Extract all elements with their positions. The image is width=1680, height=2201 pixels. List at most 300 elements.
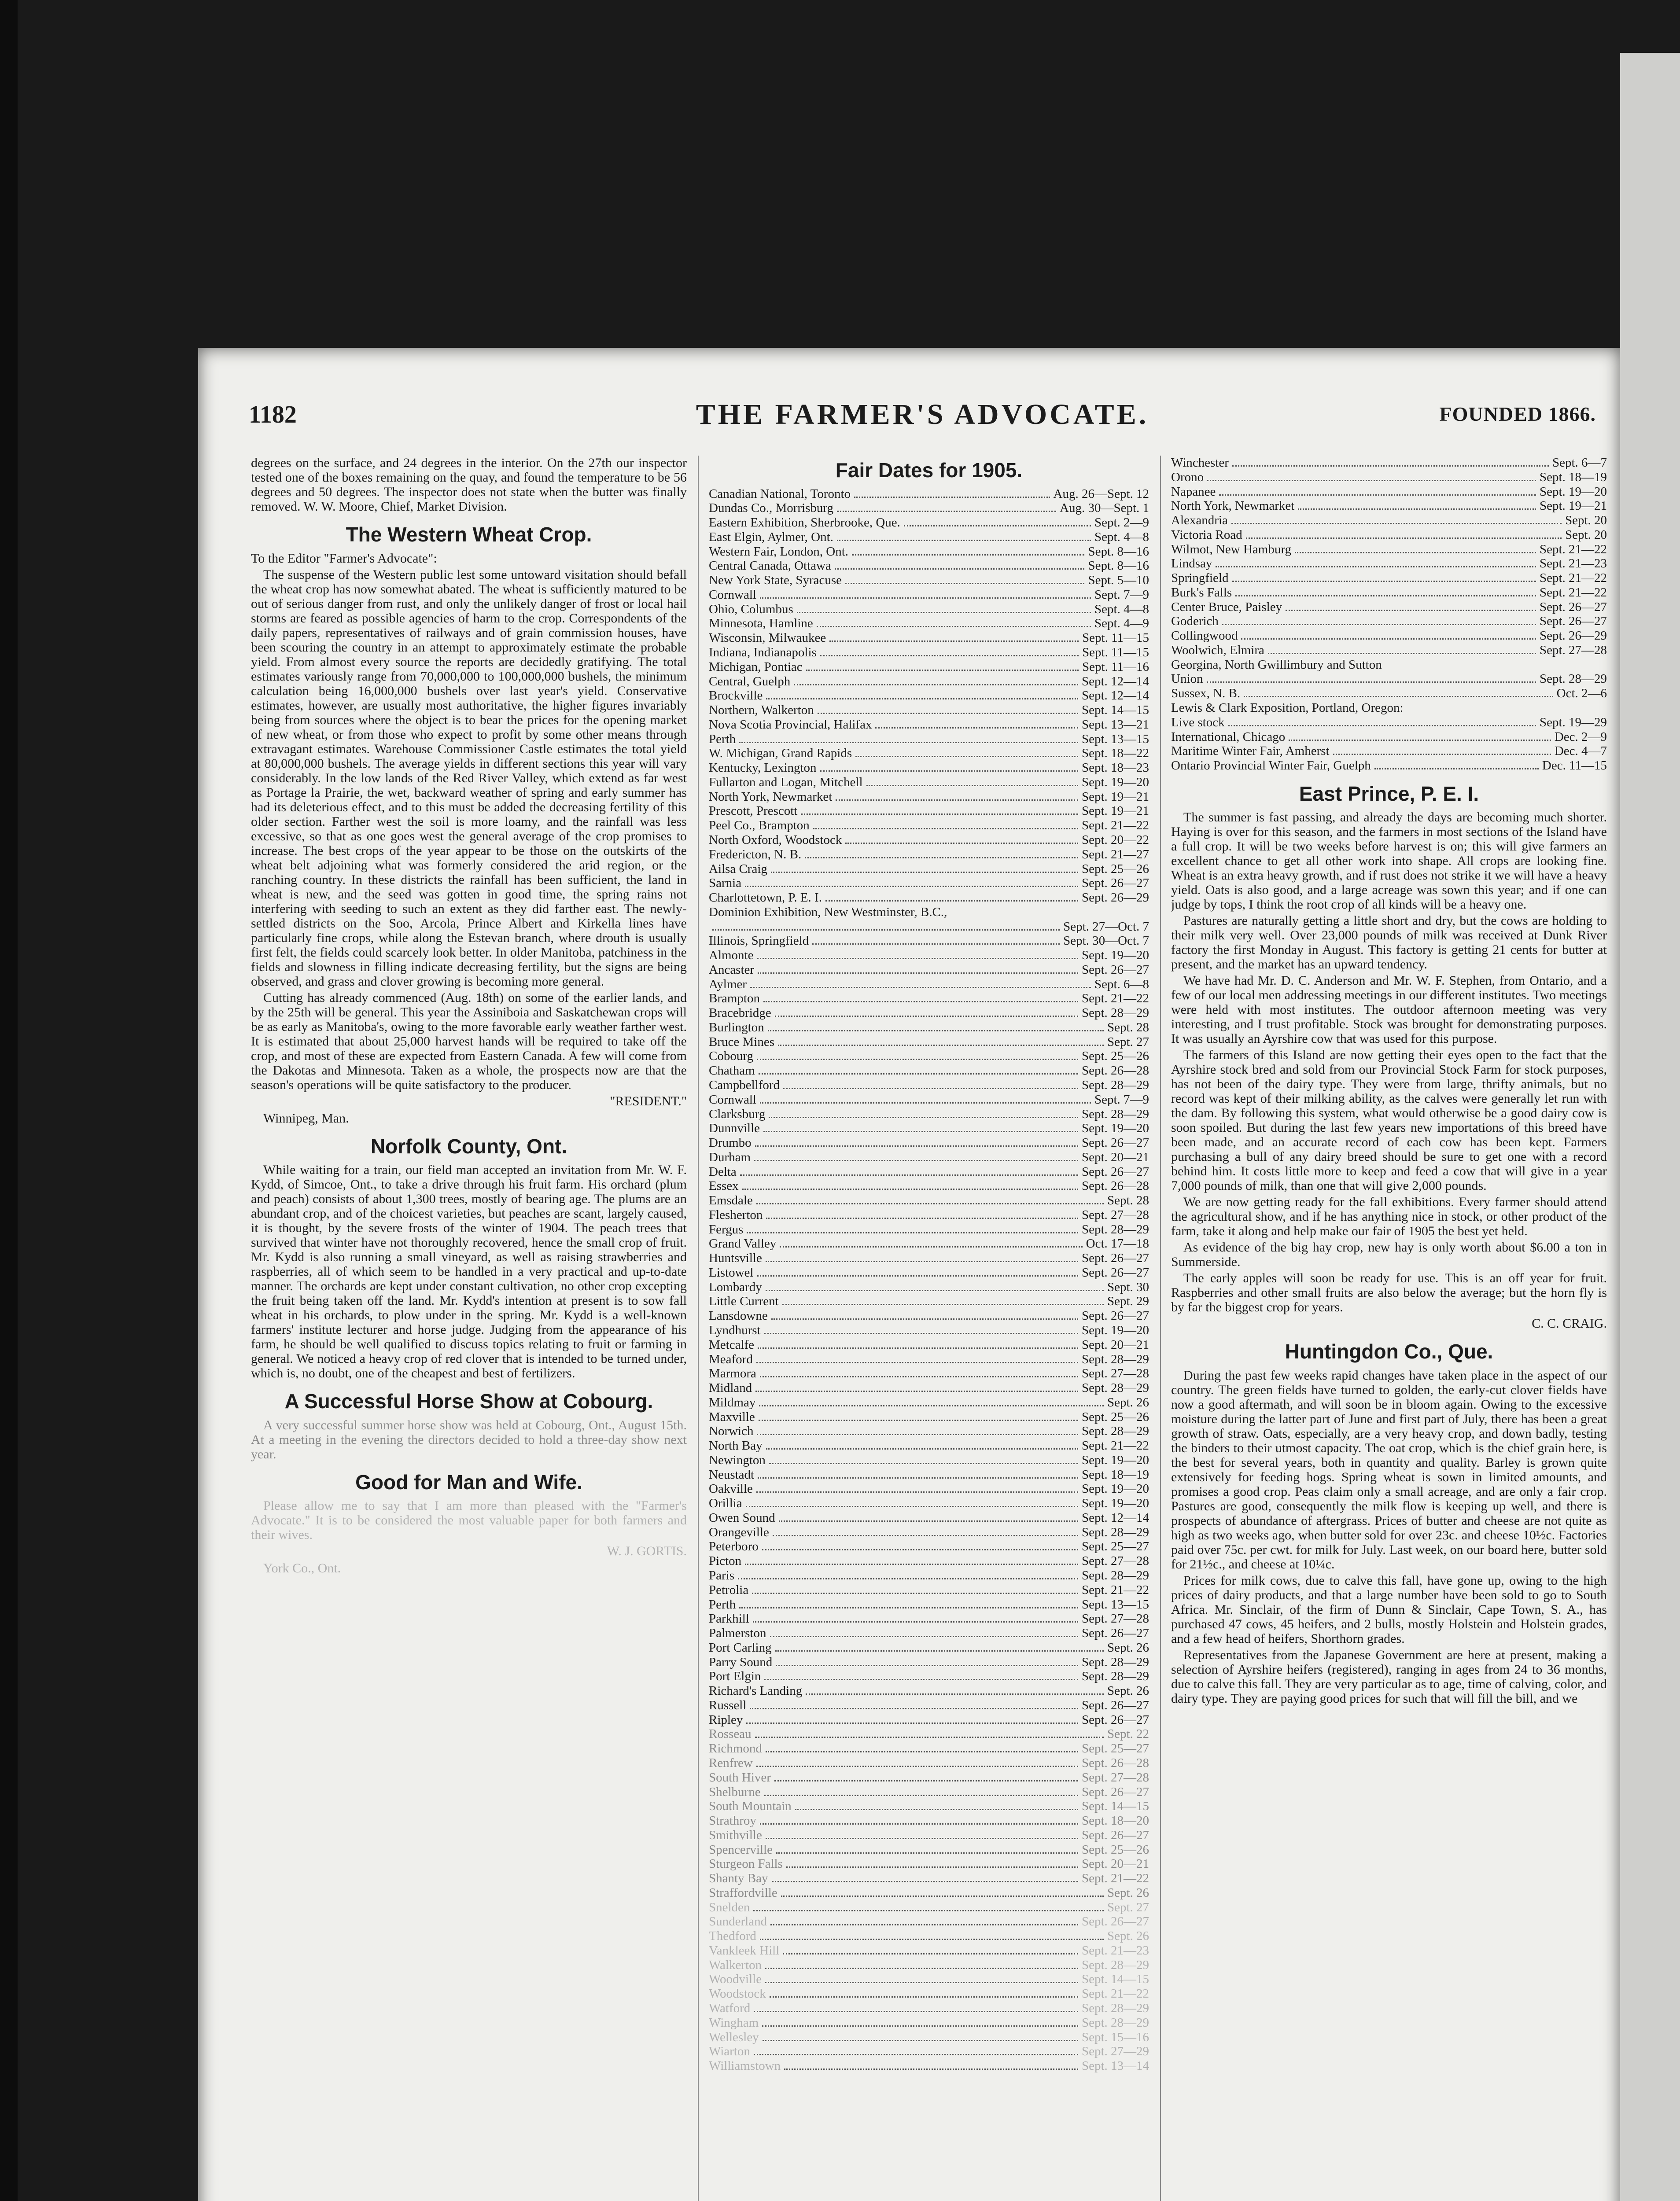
fair-date-row: [1171, 672, 1607, 686]
fair-date-row: [709, 2030, 1149, 2045]
leader-dots: [712, 929, 1060, 931]
leader-dots: [1222, 623, 1536, 625]
fair-date-row: [709, 1713, 1149, 1727]
fair-date: Sept. 26—27: [1081, 1164, 1149, 1179]
fair-date: Sept. 6—7: [1552, 456, 1607, 470]
article-paragraph: The summer is fast passing, and already the days are becoming much shorter. Haying is over for this season, and the farmers in most sections of the Island have a full crop. It will be two weeks before harvest is on; this will give farmers an excellent chance to get all other work into shape. All crops are looking fine. Wheat is an extra heavy growth, and if rust does not strike it we will have a heavy yield. Oats is also good, and a large acreage was sown this year; and if one can judge by tops, I think the root crop of all kinds will be a heavy one.: [1171, 810, 1607, 912]
fair-date: Sept. 26—27: [1081, 962, 1149, 977]
leader-dots: [766, 698, 1078, 699]
fair-name: Cornwall: [709, 587, 756, 602]
fair-date-row: [709, 1525, 1149, 1540]
fair-date: Sept. 26: [1107, 1885, 1149, 1900]
fair-date: Sept. 26—29: [1539, 629, 1607, 643]
fair-name: Durham: [709, 1150, 751, 1164]
fair-name: Goderich: [1171, 614, 1219, 629]
fair-date: Sept. 14—15: [1081, 703, 1149, 718]
fair-date: Sept. 26—27: [1081, 1828, 1149, 1842]
fair-name: Owen Sound: [709, 1510, 775, 1525]
fair-name: Straffordville: [709, 1885, 777, 1900]
masthead-title: THE FARMER'S ADVOCATE.: [696, 398, 1149, 431]
fair-name: International, Chicago: [1171, 729, 1286, 744]
leader-dots: [770, 1635, 1078, 1637]
fair-date-row: [709, 1669, 1149, 1684]
fair-date-row: [709, 1410, 1149, 1424]
leader-dots: [764, 1794, 1078, 1796]
fair-name: Bracebridge: [709, 1006, 771, 1020]
fair-name: Lindsay: [1171, 556, 1212, 571]
fair-date-row: [709, 487, 1149, 501]
fair-date-row: [709, 891, 1149, 905]
fair-name: Drumbo: [709, 1136, 752, 1150]
leader-dots: [752, 1592, 1078, 1594]
fair-name: Sussex, N. B.: [1171, 686, 1241, 701]
fair-date: Sept. 26: [1107, 1395, 1149, 1410]
leader-dots: [745, 885, 1078, 887]
leader-dots: [755, 1736, 1104, 1738]
fair-date: Sept. 29: [1107, 1294, 1149, 1309]
leader-dots: [784, 2068, 1078, 2070]
fair-date: Sept. 19—20: [1081, 1323, 1149, 1337]
fair-date-row: [709, 588, 1149, 602]
article-paragraph: Cutting has already commenced (Aug. 18th) on some of the earlier lands, and by the 25th will be general. This year the Assiniboia and Saskatchewan crops will be as early as Manitoba's, owing to the more favorable early weather farther west. It is estimated that about 25,000 harvest hands will be required to take off the crop, and most of these are expected from Eastern Canada. A few will come from the Dakotas and Minnesota. Taken as a whole, the prospects now are that the season's operations will be quite satisfactory to the producer.: [251, 990, 687, 1092]
fair-name: Napanee: [1171, 484, 1216, 499]
fair-date: Aug. 26—Sept. 12: [1053, 486, 1149, 501]
fair-date-row: [709, 2001, 1149, 2016]
fair-date-row: [709, 688, 1149, 703]
leader-dots: [774, 1780, 1078, 1781]
fair-date: Sept. 11—16: [1082, 659, 1149, 674]
article-paragraph: The suspense of the Western public lest some untoward visitation should befall the wheat crop has now somewhat abated. The wheat is sufficiently matured to be out of serious danger from rust, and only the unlikely danger of frost or local hail storms are feared as possible agencies of harm to the crop. Correspondents of the daily papers, representatives of railways and of grain commission houses, have been scouring the country in an attempt to approximately estimate the probable yield. From almost every source the reports are decidedly gratifying. The total estimates variously range from 70,000,000 to 100,000,000 bushels, the minimum calculation being 16,000,000 bushels over last year's yield. Conservative estimates, however, are usually most authoritative, the higher figures invariably being from sources where the object is to bear the prices for the opening market of new wheat, or from those who expect to profit by some other means through extravagant estimates. Warehouse Commissioner Castle estimates the total yield at 80,000,000 bushels. The average yields in different sections this year will vary considerably. In the low lands of the Red River Valley, which extend as far west as Portage la Prairie, the wet, backward weather of spring and early summer has had its deleterious effect, and to this must be added the decreasing fertility of this older section. Farther west the soil is more loamy, and the rainfall was less excessive, so that as one goes west the general average of the crop promises to increase. The best crops of the year appear to be those on the outskirts of the wheat belt adjoining what was formerly considered the arid region, or the ranching country. In these districts the rainfall has been sufficient, the land in wheat is new, and the seed was gotten in good time, the spring rains not interfering with seeding to such an extent as they did farther east. The newly-settled districts on the Soo, Arcola, Prince Albert and Kirkella lines have particularly fine crops, while along the Estevan branch, where drouth is usually first felt, the fields could scarcely look better. In older Manitoba, patchiness in the fields and slowness in filling indicate decreasing fertility, but the signs are being observed, and grass and clover growing is becoming more general.: [251, 567, 687, 989]
fair-date-row: [709, 876, 1149, 891]
article-paragraph: degrees on the surface, and 24 degrees in the interior. On the 27th our inspector tested one of the boxes remaining on the quay, and found the temperature to be 56 degrees and 50 degrees. The inspector does not state when the butter was finally removed. W. W. Moore, Chief, Market Division.: [251, 456, 687, 514]
fair-date: Sept. 13—15: [1081, 732, 1149, 746]
fair-name: Ohio, Columbus: [709, 602, 793, 616]
leader-dots: [745, 1563, 1078, 1565]
article-paragraph: Please allow me to say that I am more than pleased with the "Farmer's Advocate." It is to be considered the most valuable paper for both farmers and their wives.: [251, 1498, 687, 1542]
fair-name: Collingwood: [1171, 629, 1238, 643]
fair-name: Burlington: [709, 1020, 764, 1034]
leader-dots: [1232, 465, 1549, 467]
article-paragraph: A very successful summer horse show was held at Cobourg, Ont., August 15th. At a meeting in the evening the directors decided to hold a three-day show next year.: [251, 1417, 687, 1461]
leader-dots: [781, 1895, 1104, 1897]
leader-dots: [829, 640, 1079, 642]
fair-date: Sept. 4—8: [1094, 530, 1149, 544]
leader-dots: [750, 986, 1091, 988]
fair-name: Dundas Co., Morrisburg: [709, 501, 834, 515]
fair-name: East Elgin, Aylmer, Ont.: [709, 530, 833, 544]
column-1: [251, 456, 687, 2201]
fair-date-row: [709, 1554, 1149, 1568]
fair-date-row: [709, 833, 1149, 847]
leader-dots: [801, 813, 1078, 815]
leader-dots: [817, 626, 1091, 627]
fair-date: Sept. 15—16: [1081, 2030, 1149, 2044]
article-paragraph: Pastures are naturally getting a little short and dry, but the cows are holding to their milk very well. Over 23,000 pounds of milk was received at Dunk River factory the first Monday in August. This factory is getting 21 cents for butter at present, and the market has an upward tendency.: [1171, 913, 1607, 972]
fair-date-row: [1171, 470, 1607, 485]
fair-date: Sept. 19—20: [1081, 1121, 1149, 1136]
fair-name: Parry Sound: [709, 1655, 773, 1669]
fair-name: Spencerville: [709, 1842, 773, 1857]
fair-name: Listowel: [709, 1265, 754, 1280]
article-signature: C. C. CRAIG.: [1532, 1316, 1607, 1331]
fair-date: Sept. 21—27: [1081, 847, 1149, 861]
fair-date-row: [709, 1741, 1149, 1756]
fair-name: Live stock: [1171, 715, 1225, 729]
fair-date-row: [709, 1727, 1149, 1741]
fair-date-row: [709, 1121, 1149, 1136]
fair-name: Woodstock: [709, 1987, 766, 2001]
fair-name: Rosseau: [709, 1727, 752, 1741]
fair-date: Sept. 25—26: [1081, 1410, 1149, 1424]
fair-date: Sept. 12—14: [1081, 1510, 1149, 1525]
fair-date-row: [709, 660, 1149, 674]
fair-date-row: [709, 1078, 1149, 1093]
fair-date: Sept. 26—29: [1081, 891, 1149, 905]
article-title: A Successful Horse Show at Cobourg.: [284, 1390, 653, 1413]
fair-name: Clarksburg: [709, 1107, 766, 1121]
fair-date: Sept. 25—27: [1081, 1539, 1149, 1554]
leader-dots: [806, 1693, 1104, 1695]
article-place: Winnipeg, Man.: [263, 1111, 349, 1126]
fair-date: Sept. 26—28: [1081, 1064, 1149, 1078]
fair-date: Sept. 28—29: [1081, 1352, 1149, 1366]
leader-dots: [780, 1246, 1082, 1248]
leader-dots: [776, 1664, 1078, 1666]
fair-name: Mildmay: [709, 1395, 756, 1410]
fair-name: Marmora: [709, 1366, 756, 1381]
leader-dots: [753, 1621, 1078, 1623]
fair-date-row: [709, 1006, 1149, 1020]
article-paragraph: As evidence of the big hay crop, new hay is only worth about $6.00 a ton in Summerside.: [1171, 1240, 1607, 1270]
fair-date: Sept. 28—29: [1081, 2001, 1149, 2015]
fair-date-row: [709, 1943, 1149, 1958]
leader-dots: [764, 1678, 1078, 1680]
article-paragraph: Prices for milk cows, due to calve this fall, have gone up, owing to the high prices of dairy products, and that a large number have been sold to go to South Africa. Mr. Sinclair, of the firm of Dunn & Sinclair, Cape Town, S. A., has purchased 47 cows, 45 heifers, and 2 bulls, mostly Holstein and Holstein grades, and a few head of heifers, Shorthorn grades.: [1171, 1573, 1607, 1646]
fair-name: Paris: [709, 1568, 734, 1583]
fair-date: Sept. 26—27: [1081, 876, 1149, 891]
fair-name: Port Elgin: [709, 1669, 761, 1684]
fair-name: Wellesley: [709, 2030, 759, 2044]
fair-date-row: [709, 732, 1149, 747]
fair-date: Aug. 30—Sept. 1: [1060, 501, 1149, 515]
leader-dots: [757, 957, 1078, 959]
leader-dots: [747, 1232, 1078, 1233]
fair-date-row: [709, 1568, 1149, 1583]
fair-name: Lewis & Clark Exposition, Portland, Oregon:: [1171, 701, 1404, 715]
fair-date: Sept. 28—29: [1081, 1107, 1149, 1121]
fair-date-row: [709, 530, 1149, 545]
leader-dots: [776, 1852, 1078, 1854]
fair-name: Walkerton: [709, 1958, 762, 1972]
fair-date-row: [1171, 528, 1607, 542]
fair-date: Sept. 27: [1107, 1034, 1149, 1049]
leader-dots: [756, 1203, 1104, 1204]
fair-date: Sept. 21—22: [1539, 585, 1607, 600]
fair-date-row: [1171, 658, 1607, 672]
leader-dots: [739, 1607, 1078, 1608]
fair-date-row: [709, 501, 1149, 515]
leader-dots: [742, 1188, 1078, 1190]
fair-date-row: [709, 948, 1149, 963]
fair-date: Sept. 19—21: [1081, 804, 1149, 818]
fair-name: Sunderland: [709, 1914, 767, 1929]
fair-name: Lombardy: [709, 1280, 762, 1294]
fair-date: Sept. 4—8: [1094, 602, 1149, 616]
fair-name: Burk's Falls: [1171, 585, 1232, 600]
fair-date-row: [709, 934, 1149, 948]
fair-date: Sept. 18—19: [1539, 470, 1607, 484]
fair-name: Center Bruce, Paisley: [1171, 600, 1282, 614]
fair-date: Sept. 30: [1107, 1280, 1149, 1294]
fair-date-row: [709, 862, 1149, 876]
fair-name: South Mountain: [709, 1799, 792, 1814]
scan-background-top: [0, 0, 1680, 348]
leader-dots: [806, 669, 1079, 671]
leader-dots: [762, 2025, 1078, 2027]
leader-dots: [766, 1448, 1078, 1450]
fair-date: Sept. 13—15: [1081, 1597, 1149, 1612]
fair-name: Metcalfe: [709, 1337, 755, 1352]
fair-name: Orono: [1171, 470, 1204, 484]
fair-date-row: [709, 761, 1149, 775]
leader-dots: [845, 582, 1084, 584]
fair-date-row: [709, 1237, 1149, 1251]
fair-date: Sept. 27—29: [1081, 2044, 1149, 2059]
fair-date-row: [709, 1251, 1149, 1266]
leader-dots: [1374, 768, 1539, 769]
leader-dots: [1244, 696, 1553, 697]
fair-name: Wilmot, New Hamburg: [1171, 542, 1291, 556]
fair-date: Sept. 19—20: [1081, 1453, 1149, 1467]
fair-name: Union: [1171, 672, 1203, 686]
fair-date: Sept. 21—22: [1081, 1871, 1149, 1886]
fair-name: Meaford: [709, 1352, 753, 1366]
fair-date: Sept. 28—29: [1081, 1222, 1149, 1237]
fair-date-row: [709, 1280, 1149, 1295]
fair-date: Sept. 7—9: [1094, 587, 1149, 602]
fair-date-row: [709, 1366, 1149, 1381]
fair-date-row: [709, 1266, 1149, 1280]
fair-date: Sept. 14—15: [1081, 1799, 1149, 1814]
fair-date: Sept. 12—14: [1081, 674, 1149, 688]
fair-name: Maxville: [709, 1410, 755, 1424]
fair-dates-list: [709, 487, 1149, 2073]
fair-date: Sept. 14—15: [1081, 1972, 1149, 1987]
fair-date-row: [709, 775, 1149, 790]
fair-date: Sept. 28—29: [1081, 1424, 1149, 1439]
fair-date: Sept. 2—9: [1094, 515, 1149, 530]
fair-name: Georgina, North Gwillimbury and Sutton: [1171, 657, 1382, 672]
fair-date: Sept. 27—Oct. 7: [1063, 919, 1149, 934]
leader-dots: [855, 755, 1078, 757]
leader-dots: [756, 1362, 1078, 1363]
article-signature: W. J. GORTIS.: [607, 1544, 687, 1559]
leader-dots: [758, 1477, 1078, 1479]
fair-date-row: [709, 1843, 1149, 1857]
fair-date: Sept. 18—23: [1081, 761, 1149, 775]
leader-dots: [756, 1765, 1078, 1767]
leader-dots: [757, 1275, 1078, 1277]
fair-date-row: [709, 1323, 1149, 1338]
fair-date-row: [709, 977, 1149, 992]
fair-date: Sept. 4—9: [1094, 616, 1149, 631]
fair-date-row: [709, 1496, 1149, 1511]
fair-name: Peterboro: [709, 1539, 759, 1554]
leader-dots: [783, 1087, 1078, 1089]
fair-date: Sept. 18—19: [1081, 1467, 1149, 1482]
leader-dots: [1231, 523, 1562, 524]
fair-name: Central Canada, Ottawa: [709, 559, 831, 573]
leader-dots: [875, 727, 1078, 729]
fair-name: Dominion Exhibition, New Westminster, B.C.,: [709, 905, 947, 919]
fair-name: Peel Co., Brampton: [709, 818, 810, 833]
fair-date: Sept. 13—21: [1081, 717, 1149, 732]
fair-date-row: [709, 515, 1149, 530]
fair-date: Sept. 28—29: [1081, 2015, 1149, 2030]
leader-dots: [1246, 537, 1562, 539]
fair-name: Woodville: [709, 1972, 762, 1987]
leader-dots: [1207, 479, 1536, 481]
fair-date: Oct. 2—6: [1556, 686, 1607, 701]
fair-date: Sept. 20: [1565, 527, 1607, 542]
leader-dots: [1232, 580, 1536, 582]
fair-date: Sept. 26—27: [1081, 1265, 1149, 1280]
fair-date: Sept. 19—20: [1081, 948, 1149, 963]
leader-dots: [794, 684, 1078, 685]
fair-date: Sept. 5—10: [1088, 573, 1149, 588]
fair-name: Fredericton, N. B.: [709, 847, 802, 861]
fair-name: Newington: [709, 1453, 766, 1467]
fair-date-row: [709, 1093, 1149, 1107]
fair-date-row: [1171, 499, 1607, 513]
leader-dots: [769, 1116, 1078, 1118]
leader-dots: [770, 1924, 1078, 1925]
leader-dots: [813, 828, 1078, 829]
fair-date: Sept. 28—29: [1539, 672, 1607, 686]
fair-date-row: [709, 1439, 1149, 1453]
fair-date-row: [1171, 571, 1607, 585]
fair-date-row: [1171, 600, 1607, 615]
fair-date: Sept. 21—22: [1081, 1987, 1149, 2001]
fair-date-row: [1171, 513, 1607, 528]
leader-dots: [768, 1030, 1104, 1031]
fair-date: Sept. 27—28: [1539, 643, 1607, 657]
fair-name: Wingham: [709, 2015, 759, 2030]
leader-dots: [1286, 609, 1536, 611]
fair-date-row: [1171, 643, 1607, 658]
fair-date: Sept. 26—27: [1081, 1309, 1149, 1323]
leader-dots: [1289, 739, 1551, 741]
fair-name: Maritime Winter Fair, Amherst: [1171, 744, 1330, 758]
fair-date: Sept. 28—29: [1081, 1525, 1149, 1539]
fair-name: Midland: [709, 1381, 752, 1395]
fair-date-row: [709, 645, 1149, 660]
article-paragraph: We have had Mr. D. C. Anderson and Mr. W. F. Stephen, from Ontario, and a few of our local men addressing meetings in our different institutes. Two meetings were held with most institutes. The outdoor afternoon meeting was very interesting, and I trust profitable. Stock was brought for demonstrating purposes. It was usually an Ayrshire cow that was used for this purpose.: [1171, 973, 1607, 1046]
fair-name: Winchester: [1171, 456, 1229, 470]
fair-name: Petrolia: [709, 1583, 749, 1597]
article-place: York Co., Ont.: [263, 1561, 341, 1576]
leader-dots: [782, 1303, 1104, 1305]
fair-name: Aylmer: [709, 977, 747, 991]
fair-date-row: [709, 1150, 1149, 1165]
fair-name: Parkhill: [709, 1612, 749, 1626]
page-number: 1182: [249, 401, 297, 428]
founded-date: FOUNDED 1866.: [1439, 403, 1596, 425]
leader-dots: [769, 1462, 1078, 1464]
fair-date: Sept. 20: [1565, 513, 1607, 528]
fair-date-row: [1171, 715, 1607, 730]
fair-name: Sarnia: [709, 876, 742, 891]
fair-date-row: [1171, 629, 1607, 643]
leader-dots: [852, 554, 1084, 556]
fair-date-row: [709, 1020, 1149, 1035]
fair-name: Dunnville: [709, 1121, 760, 1136]
leader-dots: [765, 1981, 1078, 1983]
leader-dots: [754, 2054, 1078, 2055]
fair-date-row: [709, 1453, 1149, 1468]
fair-date: Sept. 8—16: [1088, 559, 1149, 573]
fair-date-row: [709, 1107, 1149, 1122]
fair-date-row: [709, 1698, 1149, 1713]
fair-name: Snelden: [709, 1900, 750, 1914]
fair-date: Sept. 18—20: [1081, 1814, 1149, 1828]
fair-date: Sept. 27: [1107, 1900, 1149, 1914]
fair-date: Sept. 28—29: [1081, 1381, 1149, 1395]
fair-date-row: [709, 963, 1149, 977]
leader-dots: [1207, 681, 1536, 683]
fair-name: Minnesota, Hamline: [709, 616, 813, 631]
fair-name: Thedford: [709, 1929, 756, 1943]
fair-date: Sept. 30—Oct. 7: [1063, 934, 1149, 948]
fair-name: North York, Newmarket: [1171, 499, 1295, 513]
fair-name: Nova Scotia Provincial, Halifax: [709, 717, 872, 732]
fair-date-row: [709, 905, 1149, 920]
fair-name: Canadian National, Toronto: [709, 486, 851, 501]
fair-date: Sept. 26—27: [1539, 600, 1607, 614]
article-paragraph: During the past few weeks rapid changes have taken place in the aspect of our country. The green fields have turned to golden, the early-cut clover fields have now a good aftermath, and will soon be in bloom again. Owing to the excessive moisture during the latter part of June and first part of July, there has been a great growth of straw. Oats, especially, are a very heavy crop, and down badly, testing the binders to their utmost capacity. The oat crop, which is the chief grain here, is the best for several years, both in quantity and quality. Barley is grown quite extensively for feeding hogs. Spring wheat is sown in limited amounts, and promises a good crop. Peas claim only a small acreage, and are only a fair crop. Pastures are good, consequently the milk flow is keeping up well, and there is prospects of abundance of aftergrass. Prices of butter and cheese are not quite as high as two weeks ago, when butter sold for over 23c. and cheese 10½c. Factories paid over 75c. per cwt. for milk for July. Last week, on our board here, butter sold for 21½c., and cheese at 10¼c.: [1171, 1368, 1607, 1572]
leader-dots: [759, 1405, 1104, 1406]
fair-date-row: [709, 545, 1149, 559]
fair-date-row: [709, 1583, 1149, 1597]
fair-date-row: [709, 1641, 1149, 1655]
leader-dots: [771, 1318, 1078, 1320]
fair-date: Sept. 27—28: [1081, 1207, 1149, 1222]
leader-dots: [759, 1419, 1078, 1421]
leader-dots: [758, 1347, 1078, 1349]
article-title: The Western Wheat Crop.: [346, 523, 592, 546]
fair-name: Orangeville: [709, 1525, 769, 1539]
article-paragraph: The farmers of this Island are now getting their eyes open to the fact that the Ayrshire stock bred and sold from our Provincial Stock Farm for stock purposes, has not been of the dairy type. They were from large, thrifty animals, but no record was kept of their milking ability, as the calves were generally let run with the dam. By following this system, what would otherwise be a good dairy cow is soon spoiled. But during the last few years new importations of this breed have been made, and an accurate record of each cow has been kept. Farmers purchasing a bull of any dairy breed should be sure to get one with a record behind him. It costs little more to keep and feed a cow that will give in a year 7,000 pounds of milk, than one that will give 2,000 pounds.: [1171, 1048, 1607, 1193]
fair-date: Sept. 25—27: [1081, 1741, 1149, 1756]
fair-date-row: [1171, 556, 1607, 571]
fair-date: Sept. 26—27: [1081, 1136, 1149, 1150]
fair-name: Lansdowne: [709, 1309, 768, 1323]
leader-dots: [795, 1808, 1078, 1810]
fair-date: Sept. 28—29: [1081, 1655, 1149, 1669]
fair-date-row: [709, 818, 1149, 833]
fair-date: Sept. 21—22: [1081, 1439, 1149, 1453]
fair-date-row: [709, 1886, 1149, 1900]
leader-dots: [845, 842, 1078, 844]
fair-date: Sept. 26—27: [1081, 1785, 1149, 1799]
fair-date: Sept. 26—27: [1081, 1712, 1149, 1727]
fair-name: Richard's Landing: [709, 1684, 803, 1698]
fair-name: Brockville: [709, 688, 763, 703]
article-title: Norfolk County, Ont.: [370, 1134, 567, 1158]
fair-date-row: [709, 1770, 1149, 1785]
leader-dots: [1219, 494, 1536, 496]
fair-name: Grand Valley: [709, 1237, 777, 1251]
